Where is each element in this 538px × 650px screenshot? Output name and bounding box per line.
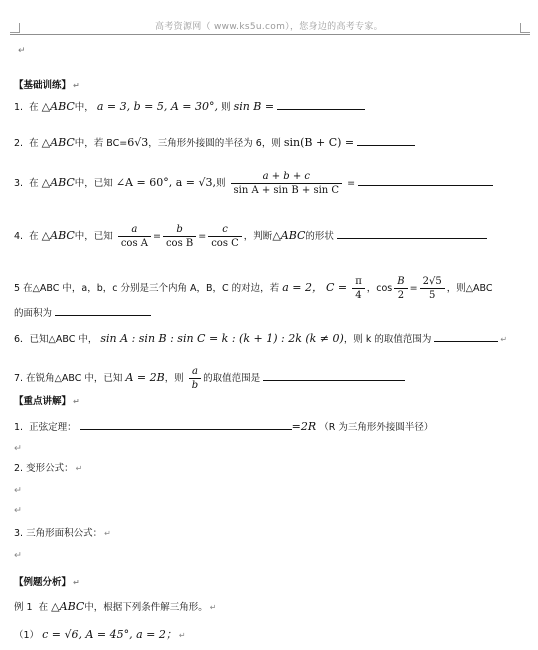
- empty-paragraph: ↵: [14, 485, 22, 496]
- paragraph-mark: ↵: [18, 46, 26, 56]
- answer-blank: [434, 332, 498, 342]
- answer-blank: [277, 100, 365, 110]
- question-6: 6．已知△ABC 中， sin A : sin B : sin C = k : (k + 1) : 2k (k ≠ 0)，则 k 的取值范围为 ↵: [14, 332, 508, 345]
- question-1: 1. 在 △ABC中， a = 3, b = 5, A = 30°, 则 sin B =: [14, 100, 365, 115]
- section-key-title: 【重点讲解】 ↵: [14, 396, 80, 407]
- key-point-1: 1. 正弦定理： =2R （R 为三角形外接圆半径）: [14, 420, 434, 433]
- question-4: 4. 在 △ABC中，已知 $\frac{a}{\text{cos A}}$ = $\frac{b}{\text{cos B}}$ = $\frac{c}{\text{cos C}}$ ，判断△ABC的形状: [14, 223, 487, 250]
- example-1: 例 1 在 △ABC中，根据下列条件解三角形。 ↵: [14, 600, 217, 613]
- page-header: 高考资源网（ www.ks5u.com），您身边的高考专家。: [155, 22, 383, 32]
- empty-paragraph: ↵: [14, 505, 22, 516]
- answer-blank: [55, 306, 151, 316]
- answer-blank: [80, 420, 292, 430]
- answer-blank: [357, 136, 415, 146]
- question-3: 3. 在 △ABC中，已知 ∠A = 60°, a = √3,则 $\frac{a + b + c}{\text{sin A + sin B + sin C}}$ =: [14, 170, 493, 197]
- empty-paragraph: ↵: [14, 443, 22, 454]
- header-rule: [10, 34, 530, 35]
- section-basic-title: 【基础训练】 ↵: [14, 80, 80, 91]
- key-point-3: 3. 三角形面积公式： ↵: [14, 528, 111, 539]
- question-5-line-2: 的面积为: [14, 306, 151, 321]
- answer-blank: [337, 229, 487, 239]
- key-point-2: 2. 变形公式： ↵: [14, 463, 83, 474]
- section-example-title: 【例题分析】 ↵: [14, 577, 80, 588]
- fraction: $\frac{a + b + c}{\text{sin A + sin B + sin C}}$: [231, 170, 343, 197]
- question-5: 5 在△ABC 中，a，b，c 分别是三个内角 A，B，C 的对边，若 a = 2， C = $\frac{\pi}{4}$ ，cos $\frac{B}{2}$ = $\frac{2√5}{5}$ ，则△ABC: [14, 276, 493, 301]
- question-7: 7. 在锐角△ABC 中，已知 A = 2B，则 $\frac{a}{b}$ 的取值范围是: [14, 365, 405, 392]
- question-2: 2. 在 △ABC中，若 BC=6√3，三角形外接圆的半径为 6，则 sin(B + C) =: [14, 136, 415, 151]
- answer-blank: [263, 371, 405, 381]
- empty-paragraph: ↵: [14, 550, 22, 561]
- answer-blank: [358, 176, 493, 186]
- example-1-part-1: （1） c = √6, A = 45°, a = 2； ↵: [14, 628, 186, 641]
